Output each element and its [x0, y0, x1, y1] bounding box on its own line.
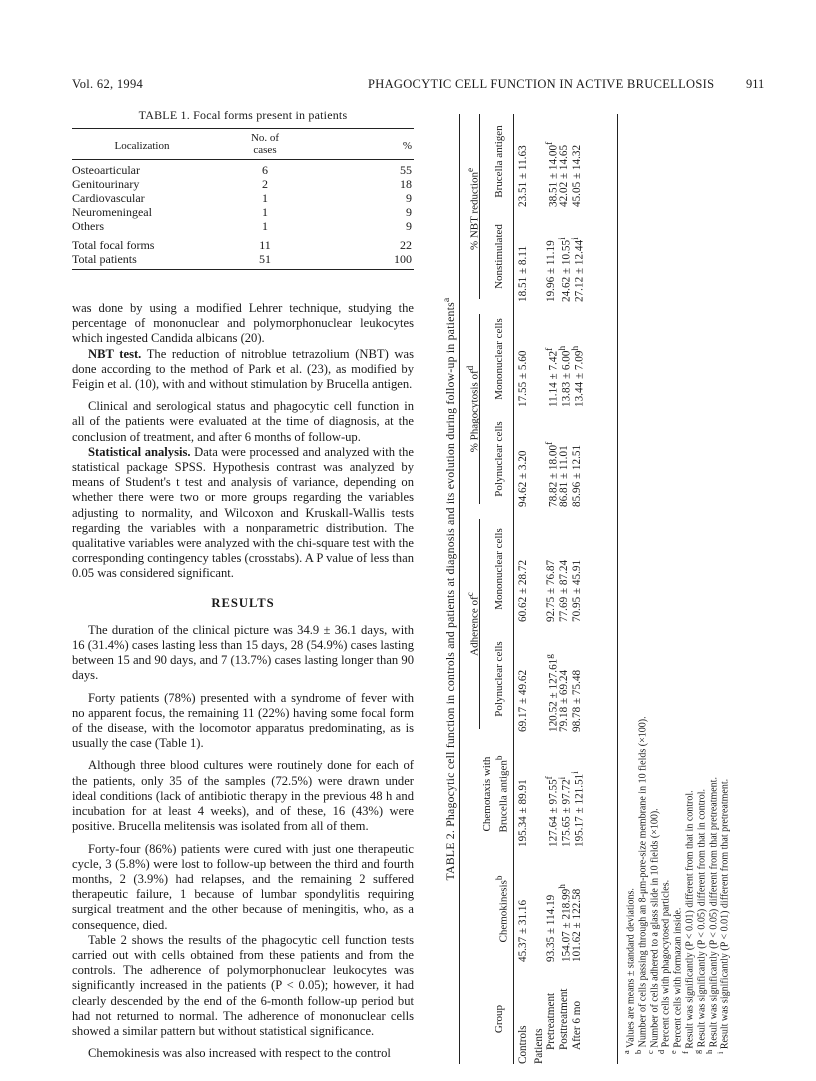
table1-caption: TABLE 1. Focal forms present in patients [138, 108, 348, 122]
table1-cell-pct: 9 [406, 205, 412, 219]
table2-cell-sup: h [558, 345, 568, 351]
footnote-marker: g [692, 1049, 702, 1054]
table2-cell-value: 18.51 ± 8.11 [517, 245, 529, 302]
table2-cell-value: 120.52 ± 127.61$^g$ [545, 654, 560, 732]
table1-cell-pct: 22 [400, 238, 412, 252]
table2-footnote: $^e$ Percent cells with formazan inside. [669, 907, 684, 1054]
header-sup: b [494, 755, 504, 761]
table2-cell-value: 19.96 ± 11.19 [545, 240, 557, 302]
table2-cell-value: $175.65 \pm 97.72^i$ [558, 776, 573, 847]
table2-header-brucella: Brucella antigen [493, 125, 505, 198]
table1-header-pct: % [402, 140, 412, 152]
header-text: Chemotaxis with Brucella antigen [481, 756, 510, 833]
table-row [72, 191, 414, 205]
table2-bottom-rule [617, 114, 618, 1064]
paragraph: Clinical and serological status and phagocytic cell function in all of the patients were evaluated at the time of diagnosis, at the conclusion of treatment, and after 6 months of follow-up. [72, 399, 414, 444]
paragraph-lead: NBT test. [88, 346, 142, 361]
table2-cell-sup: f [545, 441, 555, 445]
table2-cell-value: 98.78 ± 75.48 [571, 669, 583, 732]
table2-cell-value: 13.83 ± 6.00$^h$ [558, 345, 573, 407]
paragraph-text: Data were processed and analyzed with the statistical package SPSS. Hypothesis contrast was analyzed by means of Student's t test and analysis of variance, depending on whether there were two or more groups regarding the variables adjusting to normality, and Wilcoxon and Kruskall-Wallis tests regarding the variables with a nonparametric distribution. The qualitative variables were analyzed with the chi-square test with the corresponding contingency tables (crosstabs). A P value of less than 0.05 was considered significant. [72, 444, 414, 581]
table2-footnote: $^g$ Result was significantly (P < 0.05) different from that in control. [692, 788, 708, 1054]
table2-cell-group: Posttreatment [558, 988, 570, 1050]
table2-header-rule [513, 114, 514, 1064]
table2-footnote: $^b$ Number of cells passing through an 8-μm-pore-size membrane in 10 fields (×100). [633, 716, 649, 1054]
running-header-volume: Vol. 62, 1994 [72, 77, 144, 91]
table2-rotated [439, 114, 741, 1064]
footnote-marker: b [633, 1049, 643, 1054]
table2 [459, 114, 739, 1064]
table2-cell-value: 93.35 ± 114.19 [545, 894, 557, 962]
table2-cell-value: 45.05 ± 14.32 [571, 144, 583, 207]
table1-cell-pct: 9 [406, 219, 412, 233]
table2-cell-value: 94.62 ± 3.20 [517, 450, 529, 507]
table2-cell-sup: h [571, 345, 581, 351]
paragraph-text: The reduction of nitroblue tetrazolium (NBT) was done according to the method of Park et al. (23), as modified by Feigin et al. (10), with and without stimulation by Brucella antigen. [72, 346, 414, 392]
table1-cell-cases: 1 [262, 191, 268, 205]
table2-cell-value: 11.14 ± 7.42$^f$ [545, 347, 560, 407]
paragraph-lead: Statistical analysis. [88, 444, 191, 459]
footnote-marker: c [645, 1050, 655, 1054]
table1-cell-label: Total focal forms [72, 238, 155, 252]
table1-bottom-rule [72, 269, 414, 270]
results-heading: RESULTS [211, 595, 275, 610]
paragraph: The duration of the clinical picture was 34.9 ± 36.1 days, with 16 (31.4%) cases lasting less than 15 days, 28 (54.9%) cases lasting between 15 and 90 days, and 7 (13.7%) cases lasting longer than 90 days. [72, 622, 414, 683]
table2-header-chemokinesis [493, 854, 510, 964]
table1-top-rule [72, 128, 414, 129]
table2-top-rule [459, 114, 460, 1064]
table2-footnote: $^a$ Values are means ± standard deviations. [622, 888, 637, 1054]
table2-header-group: Group [493, 1004, 505, 1034]
table2-cell-value: 45.37 ± 31.16 [517, 899, 529, 962]
table1-cell-label: Genitourinary [72, 177, 140, 191]
table2-cell-value: 79.18 ± 69.24 [558, 669, 570, 732]
footnote-marker: e [669, 1050, 679, 1054]
footnote-marker: d [657, 1049, 667, 1054]
table1-cell-label: Others [72, 219, 104, 233]
header-sup: b [494, 875, 504, 881]
table2-cell-value: $27.12 \pm 12.44^i$ [571, 237, 586, 302]
table2-cell-value: $24.62 \pm 10.55^i$ [558, 237, 573, 302]
table-row [72, 238, 414, 252]
header-text: Adherence of [468, 596, 481, 656]
table2-nbt-rule [479, 114, 480, 299]
table2-cell-sup: i [571, 237, 581, 240]
table2-cell-value: 127.64 ± 97.55$^f$ [545, 776, 560, 847]
table2-footnote: $^d$ Percent cells with phagocytosed particles. [657, 879, 672, 1054]
page-number: 911 [746, 77, 765, 91]
table2-cell-value: 69.17 ± 49.62 [517, 669, 529, 732]
table1-header-cases: No. of cases [250, 132, 280, 156]
table2-header-nonstim: Nonstimulated [493, 224, 505, 289]
table2-phagocytosis-rule [479, 314, 480, 504]
table2-cell-group: Controls [517, 1025, 529, 1064]
paragraph: Table 2 shows the results of the phagocytic cell function tests carried out with cells obtained from these patients and from the controls. The adherence of polymorphonuclear leukocytes was significantly increased in the patients (P < 0.05); however, it had clearly descended by the end of the 6-month follow-up period but had not returned to normal. The adherence of mononuclear cells showed a similar pattern but without statistical significance. [72, 932, 414, 1038]
table2-cell-value: 78.82 ± 18.00$^f$ [545, 441, 560, 507]
header-text: Chemokinesis [497, 880, 510, 943]
table2-cell-value: 86.81 ± 11.01 [558, 445, 570, 507]
table2-cell-value: $195.17 \pm 121.51^i$ [571, 771, 586, 847]
running-header-title: PHAGOCYTIC CELL FUNCTION IN ACTIVE BRUCELLOSIS [368, 77, 715, 91]
table1-cell-pct: 55 [400, 163, 412, 177]
header-sup: e [465, 167, 475, 173]
footnote-marker: a [622, 1050, 631, 1054]
table1-cell-cases: 6 [262, 163, 268, 177]
table2-footnote: $^i$ Result was significantly (P < 0.01) different from that pretreatment. [716, 778, 731, 1054]
table2-cell-sup: g [545, 654, 555, 659]
table2-cell-sup: i [558, 776, 568, 780]
table-row [72, 205, 414, 219]
table2-adherence-rule [479, 519, 480, 729]
header-text: % NBT reduction [468, 172, 481, 251]
table1-cell-cases: 1 [262, 219, 268, 233]
table2-footnote: $^c$ Number of cells adhered to a glass slide in 10 fields (×100). [645, 808, 660, 1054]
table2-caption-text: TABLE 2. Phagocytic cell function in controls and patients at diagnosis and its evolution during follow-up in patients [442, 302, 457, 881]
table1-cell-cases: 1 [262, 205, 268, 219]
table2-cell-value: 13.44 ± 7.09$^h$ [571, 345, 586, 407]
header-sup: d [465, 365, 475, 371]
table1-header-rule [72, 159, 414, 160]
table2-cell-sup: h [558, 884, 568, 889]
table2-footnote: $^h$ Result was significantly (P < 0.05) different from that pretreatment. [704, 777, 719, 1054]
table1-cell-cases: 51 [259, 252, 271, 266]
footnote-marker: i [716, 1051, 726, 1054]
table1-cell-label: Osteoarticular [72, 163, 140, 177]
table2-cell-sup: i [558, 237, 568, 240]
table1-cell-label: Total patients [72, 252, 137, 266]
header-text: % Phagocytosis of [468, 370, 481, 453]
table2-cell-sup: f [545, 347, 555, 351]
table2-cell-value: 17.55 ± 5.60 [517, 350, 529, 407]
paragraph: Chemokinesis was also increased with respect to the control [88, 1046, 391, 1061]
table2-header-ph-mono: Mononuclear cells [493, 318, 505, 400]
table2-header-ph-poly: Polynuclear cells [493, 421, 505, 497]
footnote-marker: f [681, 1051, 690, 1054]
table2-header-adh-mono: Mononuclear cells [493, 528, 505, 610]
header-sup: c [465, 592, 475, 597]
table2-cell-sup: f [545, 776, 555, 780]
paragraph-statistics [72, 445, 414, 582]
table2-cell-group: Patients [533, 1028, 545, 1064]
table-row [72, 163, 414, 177]
table-row [72, 177, 414, 191]
paragraph: was done by using a modified Lehrer technique, studying the percentage of mononuclear and polymorphonuclear leukocytes which ingested Candida albicans (20). [72, 301, 414, 346]
table2-caption-sup: a [441, 297, 452, 303]
table2-cell-value: 85.96 ± 12.51 [571, 444, 583, 507]
table2-cell-value: 92.75 ± 76.87 [545, 559, 557, 622]
paragraph: Forty patients (78%) presented with a syndrome of fever with no apparent focus, the remaining 11 (22%) having some focal form of the disease, with the locomotor apparatus predominating, as is usually the case (Table 1). [72, 690, 414, 751]
table2-cell-value: 38.51 ± 14.00$^f$ [545, 141, 560, 207]
table1-cell-pct: 18 [400, 177, 412, 191]
table2-header-adh-poly: Polynuclear cells [493, 641, 505, 717]
table1-cell-label: Cardiovascular [72, 191, 145, 205]
table2-cell-value: 42.02 ± 14.65 [558, 144, 570, 207]
body-text-column [72, 301, 414, 1061]
table2-cell-value: 23.51 ± 11.63 [517, 145, 529, 207]
table2-cell-value: 60.62 ± 28.72 [517, 559, 529, 622]
paragraph: Forty-four (86%) patients were cured with just one therapeutic cycle, 3 (5.8%) were lost to follow-up between the third and fourth months, 2 (3.9%) had relapses, and the remaining 2 suffered therapeutic failure, 1 because of lumbar spondylitis requiring surgical treatment and the other because of meningitis, who, as a consequence, died. [72, 841, 414, 932]
paragraph: Although three blood cultures were routinely done for each of the patients, only 35 of the samples (72.5%) were drawn under ideal conditions (lack of antibiotic therapy in the previous 48 h and incubation for at least 4 weeks), and of these, 16 (43%) were positive. Brucella melitensis was isolated from all of them. [72, 758, 414, 834]
table2-caption [441, 114, 458, 1064]
table1-cell-pct: 100 [394, 252, 412, 266]
table2-header-chemotaxis [481, 739, 510, 849]
table1-header-localization: Localization [114, 140, 170, 152]
footnote-marker: h [704, 1049, 714, 1054]
table2-cell-sup: f [545, 141, 555, 145]
table1-cell-cases: 11 [259, 238, 271, 252]
table-row [72, 219, 414, 233]
table2-cell-value: 70.95 ± 45.91 [571, 559, 583, 622]
table1-cell-cases: 2 [262, 177, 268, 191]
table-row [72, 252, 414, 266]
table2-cell-value: 195.34 ± 89.91 [517, 779, 529, 847]
table1-cell-pct: 9 [406, 191, 412, 205]
table2-cell-value: 77.69 ± 87.24 [558, 559, 570, 622]
table1-cell-label: Neuromeningeal [72, 205, 152, 219]
table2-cell-group: Pretreatment [545, 992, 557, 1050]
table2-cell-value: 154.07 ± 218.99$^h$ [558, 884, 573, 962]
table2-footnote: $^f$ Result was significantly (P < 0.01) different from that in control. [681, 790, 696, 1054]
table2-cell-sup: i [571, 771, 581, 774]
table2-cell-group: After 6 mo [571, 1000, 583, 1050]
table2-cell-value: 101.62 ± 122.58 [571, 888, 583, 962]
paragraph-nbt [72, 347, 414, 393]
